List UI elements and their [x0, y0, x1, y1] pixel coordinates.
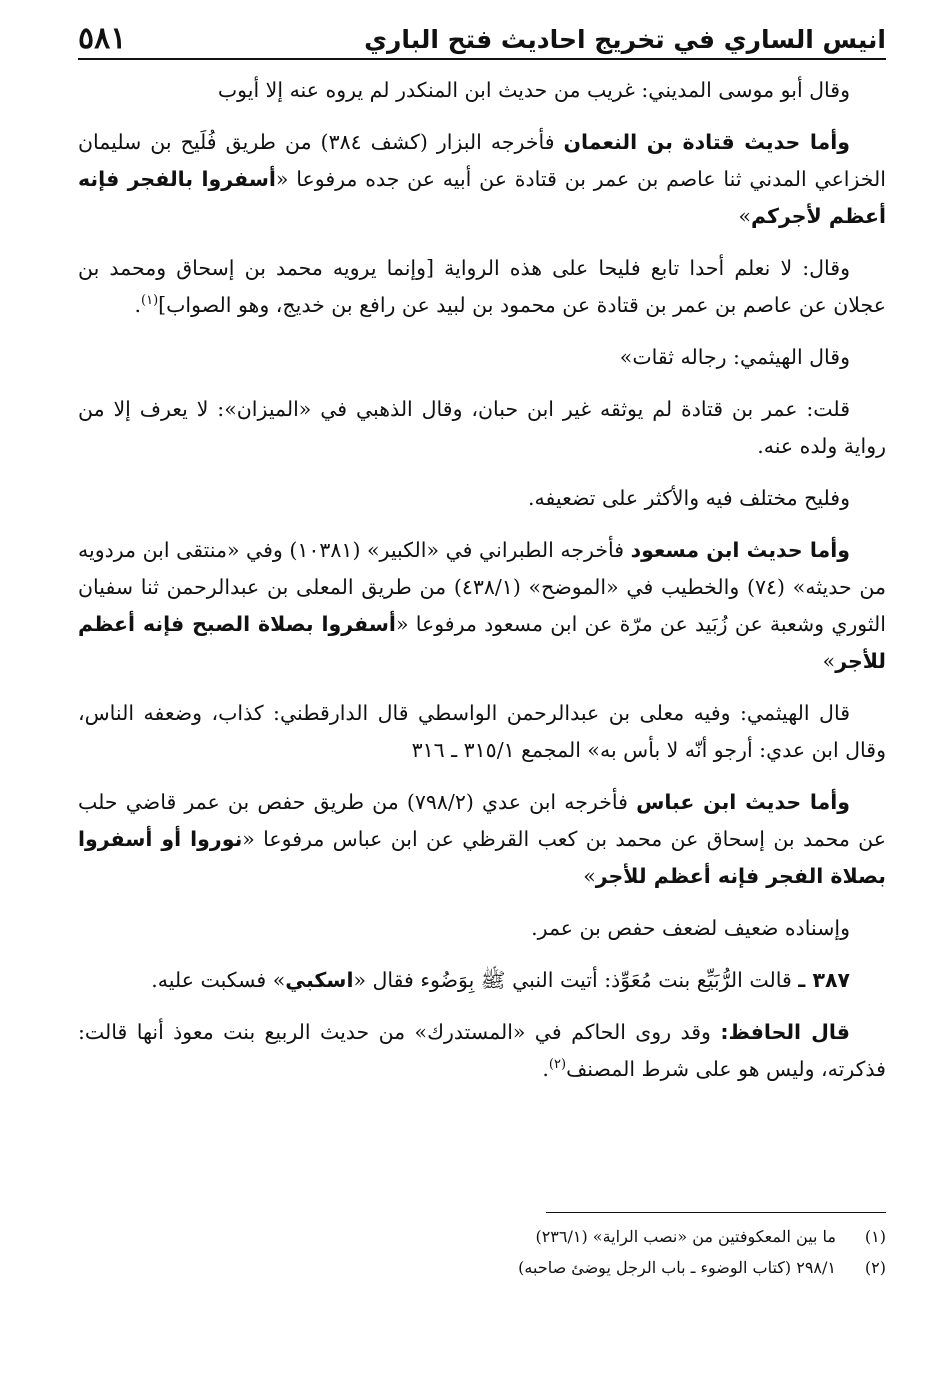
text-segment: » [822, 649, 836, 673]
paragraph [78, 250, 886, 324]
footnote [78, 1252, 886, 1283]
paragraph [78, 339, 886, 376]
footnote-text: ٢٩٨/١ (كتاب الوضوء ـ باب الرجل يوضئ صاحبه) [518, 1258, 836, 1277]
footnote-reference: (٢) [548, 1057, 567, 1073]
text-segment: قالت الرُّبَيِّع بنت مُعَوِّذ: أتيت النبي ﷺ بِوَضُوء فقال « [353, 968, 799, 992]
text-segment: وقال الهيثمي: رجاله ثقات» [619, 345, 850, 369]
bold-text: وأما حديث قتادة بن النعمان [563, 130, 850, 154]
bold-text: أسفروا بصلاة الصبح فإنه أعظم للأجر [78, 612, 886, 673]
paragraph [78, 910, 886, 947]
footnote [78, 1221, 886, 1252]
footnote-divider [546, 1212, 886, 1213]
paragraph [78, 695, 886, 769]
paragraph [78, 72, 886, 109]
main-text [78, 72, 886, 1103]
text-segment: وقال أبو موسى المديني: غريب من حديث ابن المنكدر لم يروه عنه إلا أيوب [217, 78, 850, 102]
footnote-text: ما بين المعكوفتين من «نصب الراية» (٢٣٦/١) [535, 1227, 836, 1246]
text-segment: وفليح مختلف فيه والأكثر على تضعيفه. [528, 486, 850, 510]
text-segment: قلت: عمر بن قتادة لم يوثقه غير ابن حبان، وقال الذهبي في «الميزان»: لا يعرف إلا من رواية ولده عنه. [78, 397, 886, 458]
text-segment: وقال: لا نعلم أحدا تابع فليحا على هذه الرواية [وإنما يرويه محمد بن إسحاق ومحمد بن عجلان عن عاصم بن عمر بن قتادة عن محمود بن لبيد عن رافع بن خديج، وهو الصواب] [78, 256, 886, 317]
paragraph [78, 1014, 886, 1088]
text-segment: » فسكبت عليه. [151, 968, 286, 992]
bold-text: اسكبي [285, 968, 354, 992]
paragraph [78, 962, 886, 999]
text-segment: » [738, 204, 751, 228]
page-header [78, 10, 886, 60]
bold-text: ٣٨٧ ـ [798, 968, 850, 992]
text-segment: فأخرجه الطبراني في «الكبير» (١٠٣٨١) وفي «منتقى ابن مردويه من حديثه» (٧٤) والخطيب في «الموضح» (٤٣٨/١) من طريق المعلى بن عبدالرحمن ثنا سفيان الثوري وشعبة عن زُبَيد عن مرّة عن ابن مسعود مرفوعا « [78, 538, 886, 636]
bold-text: أسفروا بالفجر فإنه أعظم لأجركم [78, 167, 886, 228]
text-segment: . [134, 293, 141, 317]
paragraph [78, 391, 886, 465]
footnotes [78, 1212, 886, 1283]
bold-text: وأما حديث ابن عباس [636, 790, 850, 814]
text-segment: وقد روى الحاكم في «المستدرك» من حديث الربيع بنت معوذ أنها قالت: فذكرته، وليس هو على شرط المصنف [78, 1020, 886, 1081]
text-segment: » [583, 864, 596, 888]
text-segment: قال الهيثمي: وفيه معلى بن عبدالرحمن الواسطي قال الدارقطني: كذاب، وضعفه الناس، وقال ابن عدي: أرجو أنّه لا بأس به» المجمع ٣١٥/١ ـ ٣١٦ [78, 701, 886, 762]
paragraph [78, 784, 886, 895]
bold-text: قال الحافظ: [720, 1020, 850, 1044]
paragraph [78, 532, 886, 680]
footnote-marker: (٢) [864, 1258, 886, 1277]
bold-text: وأما حديث ابن مسعود [630, 538, 850, 562]
text-segment: . [542, 1057, 549, 1081]
paragraph [78, 124, 886, 235]
text-segment: فأخرجه ابن عدي (٧٩٨/٢) من طريق حفص بن عمر قاضي حلب عن محمد بن إسحاق عن محمد بن كعب القرظي عن ابن عباس مرفوعا « [78, 790, 886, 851]
text-segment: فأخرجه البزار (كشف ٣٨٤) من طريق فُلَيح بن سليمان الخزاعي المدني ثنا عاصم بن عمر بن قتادة عن أبيه عن جده مرفوعا « [78, 130, 886, 191]
page-number: ٥٨١ [78, 21, 127, 56]
text-segment: وإسناده ضعيف لضعف حفص بن عمر. [531, 916, 850, 940]
footnote-reference: (١) [141, 293, 159, 309]
footnote-marker: (١) [864, 1227, 886, 1246]
paragraph [78, 480, 886, 517]
running-title: انيس الساري في تخريج احاديث فتح الباري [364, 25, 886, 54]
bold-text: نوروا أو أسفروا بصلاة الفجر فإنه أعظم للأجر [78, 827, 886, 888]
